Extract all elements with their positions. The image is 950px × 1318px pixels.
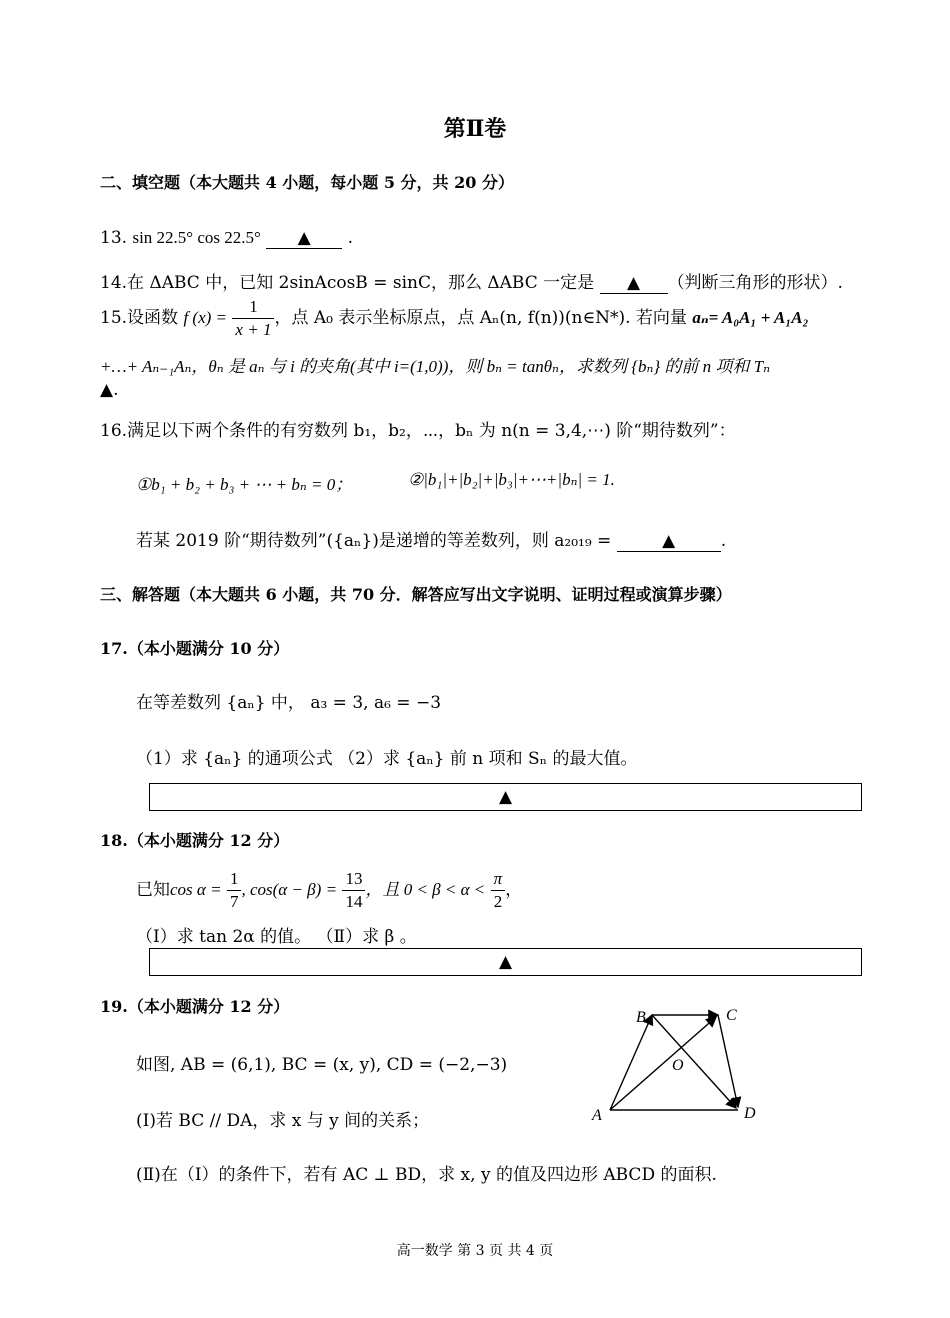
q17-answer-box[interactable]: [149, 783, 862, 811]
q18-box-marker: ▲: [498, 952, 513, 972]
q18-tail: ，: [505, 880, 523, 900]
q18-fraction-1: [227, 868, 242, 913]
q13-expression: sin 22.5° cos 22.5°: [132, 228, 261, 247]
question-13: [100, 228, 353, 249]
q18-given: [136, 868, 522, 913]
question-15-line1: [100, 296, 809, 341]
q15-text-a: 设函数: [127, 308, 179, 328]
q19-part-1: (Ⅰ)若 BC // DA，求 x 与 y 间的关系；: [136, 1111, 430, 1131]
q15-fraction: [232, 296, 274, 341]
q15-text-d: +…+ Aₙ₋₁Aₙ，θₙ 是 aₙ 与 i 的夹角(其中 i=(1,0))，则 bₙ = tanθₙ，求数列 {bₙ} 的前 n 项和 Tₙ: [100, 357, 771, 376]
q17-parts: （1）求 {aₙ} 的通项公式 （2）求 {aₙ} 前 n 项和 Sₙ 的最大值。: [136, 749, 638, 769]
q18-parts: （Ⅰ）求 tan 2α 的值。 （Ⅱ）求 β 。: [136, 927, 417, 947]
q16-question: [136, 526, 726, 552]
quadrilateral-figure: [590, 1000, 770, 1130]
q14-number: 14.: [100, 273, 128, 293]
q18-fraction-3: [491, 868, 506, 913]
q18-heading: 18.（本小题满分 12 分）: [100, 831, 290, 850]
q18-fraction-2: [342, 868, 365, 913]
q19-heading: 19.（本小题满分 12 分）: [100, 997, 290, 1016]
q16-number: 16.: [100, 421, 128, 441]
label-c: C: [726, 1007, 737, 1024]
q17-given: 在等差数列 {aₙ} 中， a₃ = 3, a₆ = −3: [136, 693, 442, 713]
q18-f1-den: 7: [229, 892, 239, 911]
label-a: A: [592, 1107, 602, 1124]
label-d: D: [744, 1105, 756, 1122]
q19-part-2: (Ⅱ)在（Ⅰ）的条件下，若有 AC ⊥ BD，求 x, y 的值及四边形 ABCD 的面积.: [136, 1165, 717, 1185]
q14-blank-marker: ▲: [627, 273, 641, 293]
q15-frac-num: 1: [232, 296, 274, 319]
q13-answer-blank: [266, 228, 342, 249]
section-fill-blank-heading: 二、填空题（本大题共 4 小题，每小题 5 分，共 20 分）: [100, 173, 514, 192]
edge-ab: [610, 1015, 652, 1110]
q18-cos-alpha: cos α =: [170, 880, 222, 899]
diagonal-ac: [610, 1017, 716, 1110]
q16-end: .: [720, 531, 727, 551]
q16-answer-blank: [617, 531, 721, 552]
q16-condition-1: ①b₁ + b₂ + b₃ + ⋯ + bₙ = 0；: [136, 475, 353, 494]
q16-condition-2: ②|b₁|+|b₂|+|b₃|+⋯+|bₙ| = 1.: [408, 470, 615, 489]
q15-vector-sum: aₙ= A₀A₁ + A₁A₂: [692, 308, 809, 327]
q14-text-b: （判断三角形的形状）.: [667, 273, 843, 293]
q15-answer-marker: ▲: [100, 380, 114, 400]
page-footer: 高一数学 第 3 页 共 4 页: [396, 1243, 554, 1259]
q14-answer-blank: [600, 273, 668, 294]
question-14: [100, 268, 843, 294]
label-o: O: [672, 1057, 684, 1074]
q16-ask-text: 若某 2019 阶“期待数列”({aₙ})是递增的等差数列，则 a₂₀₁₉ =: [136, 531, 612, 551]
q15-text-b: ，点 A₀ 表示坐标原点，点 Aₙ(n, f(n))(n∈N*). 若向量: [274, 308, 687, 328]
q18-f2-den: 14: [345, 892, 363, 911]
question-15-line3: [100, 380, 118, 400]
section-solution-heading: 三、解答题（本大题共 6 小题，共 70 分．解答应写出文字说明、证明过程或演算步骤）: [100, 585, 732, 604]
question-16-intro: [100, 416, 736, 441]
q18-f3-num: π: [491, 868, 506, 891]
q18-f1-num: 1: [227, 868, 242, 891]
q15-frac-den: x + 1: [235, 320, 272, 339]
q18-text-a: 已知: [136, 880, 170, 900]
page-title: 第Ⅱ卷: [443, 116, 507, 142]
q14-text-a: 在 ΔABC 中，已知 2sinAcosB = sinC，那么 ΔABC 一定是: [127, 273, 595, 293]
q19-given: 如图, AB = (6,1), BC = (x, y), CD = (−2,−3): [136, 1055, 508, 1075]
q18-answer-box[interactable]: [149, 948, 862, 976]
q17-heading: 17.（本小题满分 10 分）: [100, 639, 290, 658]
q15-fx: f (x) =: [183, 308, 228, 327]
q13-number: 13.: [100, 228, 128, 248]
q13-end: .: [347, 228, 354, 248]
q18-condition: ，且 0 < β < α <: [365, 880, 486, 899]
label-b: B: [636, 1009, 646, 1026]
q15-end: .: [113, 380, 119, 400]
q16-blank-marker: ▲: [662, 531, 676, 551]
question-15-line2: [100, 352, 770, 377]
q18-f2-num: 13: [342, 868, 365, 891]
edge-cd: [718, 1015, 738, 1107]
q13-blank-marker: ▲: [297, 228, 311, 248]
q16-intro-text: 满足以下两个条件的有穷数列 b₁，b₂，⋯，bₙ 为 n(n = 3,4,⋯) 阶“期待数列”：: [127, 421, 736, 441]
q18-cos-diff: , cos(α − β) =: [241, 880, 338, 899]
q15-number: 15.: [100, 308, 128, 328]
q18-f3-den: 2: [493, 892, 503, 911]
q17-box-marker: ▲: [498, 787, 513, 807]
